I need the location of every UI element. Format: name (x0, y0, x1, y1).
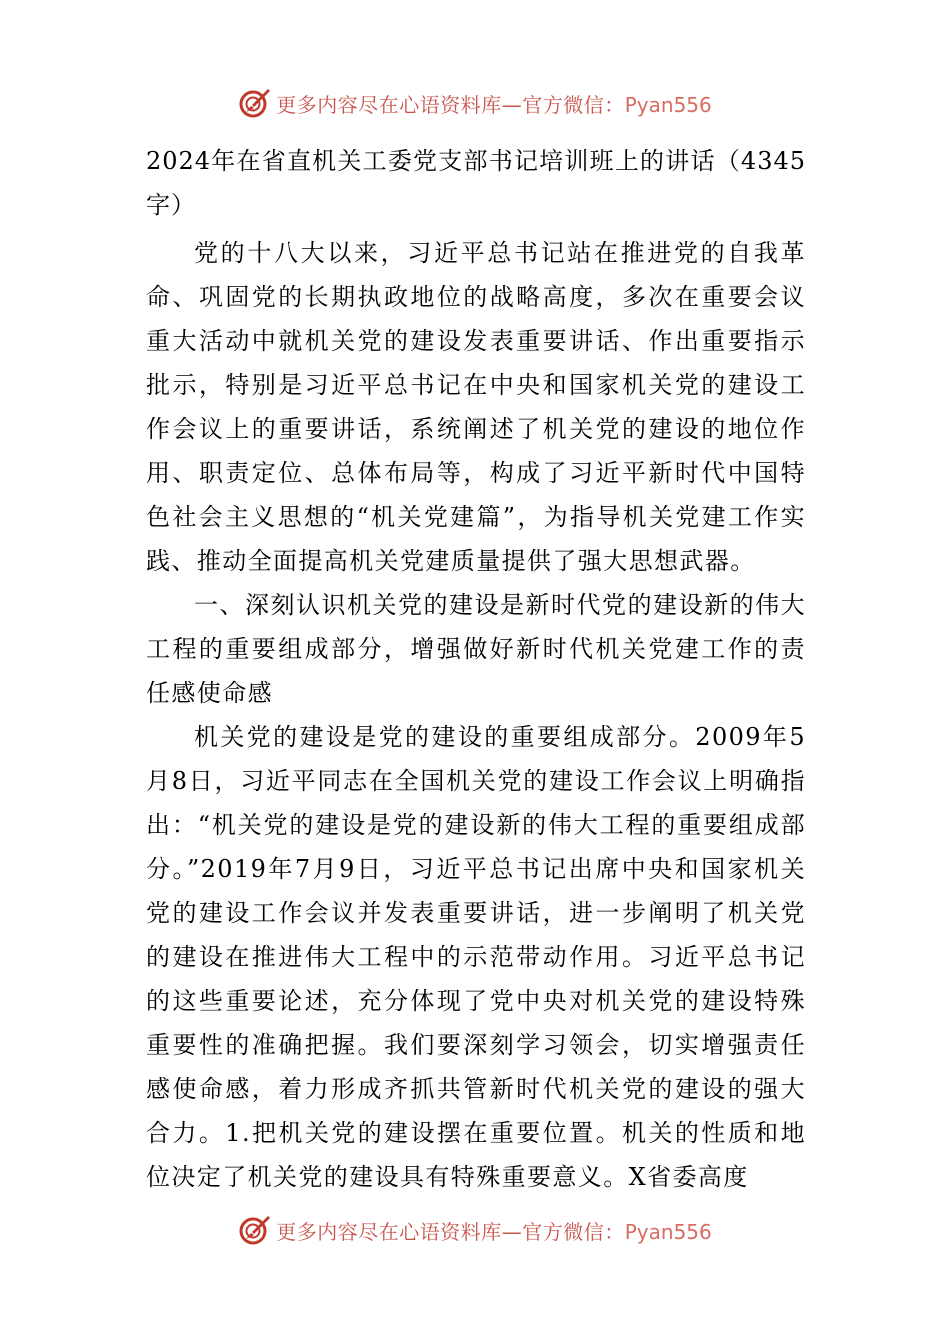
document-title: 2024年在省直机关工委党支部书记培训班上的讲话（4345字） (146, 147, 806, 219)
document-body (146, 139, 806, 1199)
wechat-id: Pyan556 (624, 1219, 712, 1244)
pen-nib-seal-icon (238, 86, 272, 120)
pen-nib-seal-icon (238, 1213, 272, 1247)
section-heading-1: 一、深刻认识机关党的建设是新时代党的建设新的伟大工程的重要组成部分，增强做好新时代机关党建工作的责任感使命感 (146, 591, 806, 707)
wechat-id: Pyan556 (624, 92, 712, 117)
header-banner (0, 83, 950, 123)
banner-text: 更多内容尽在心语资料库—官方微信：Pyan556 (276, 1219, 712, 1244)
paragraph-section-1: 机关党的建设是党的建设的重要组成部分。2009年5月8日，习近平同志在全国机关党的建设工作会议上明确指出：“机关党的建设是党的建设新的伟大工程的重要组成部分。”2019年7月9日，习近平总书记出席中央和国家机关党的建设工作会议并发表重要讲话，进一步阐明了机关党的建设在推进伟大工程中的示范带动作用。习近平总书记的这些重要论述，充分体现了党中央对机关党的建设特殊重要性的准确把握。我们要深刻学习领会，切实增强责任感使命感，着力形成齐抓共管新时代机关党的建设的强大合力。1.把机关党的建设摆在重要位置。机关的性质和地位决定了机关党的建设具有特殊重要意义。X省委高度 (146, 723, 806, 1191)
paragraph-intro: 党的十八大以来，习近平总书记站在推进党的自我革命、巩固党的长期执政地位的战略高度，多次在重要会议重大活动中就机关党的建设发表重要讲话、作出重要指示批示，特别是习近平总书记在中央和国家机关党的建设工作会议上的重要讲话，系统阐述了机关党的建设的地位作用、职责定位、总体布局等，构成了习近平新时代中国特色社会主义思想的“机关党建篇”，为指导机关党建工作实践、推动全面提高机关党建质量提供了强大思想武器。 (146, 239, 806, 575)
banner-text: 更多内容尽在心语资料库—官方微信：Pyan556 (276, 92, 712, 117)
footer-banner (0, 1210, 950, 1250)
